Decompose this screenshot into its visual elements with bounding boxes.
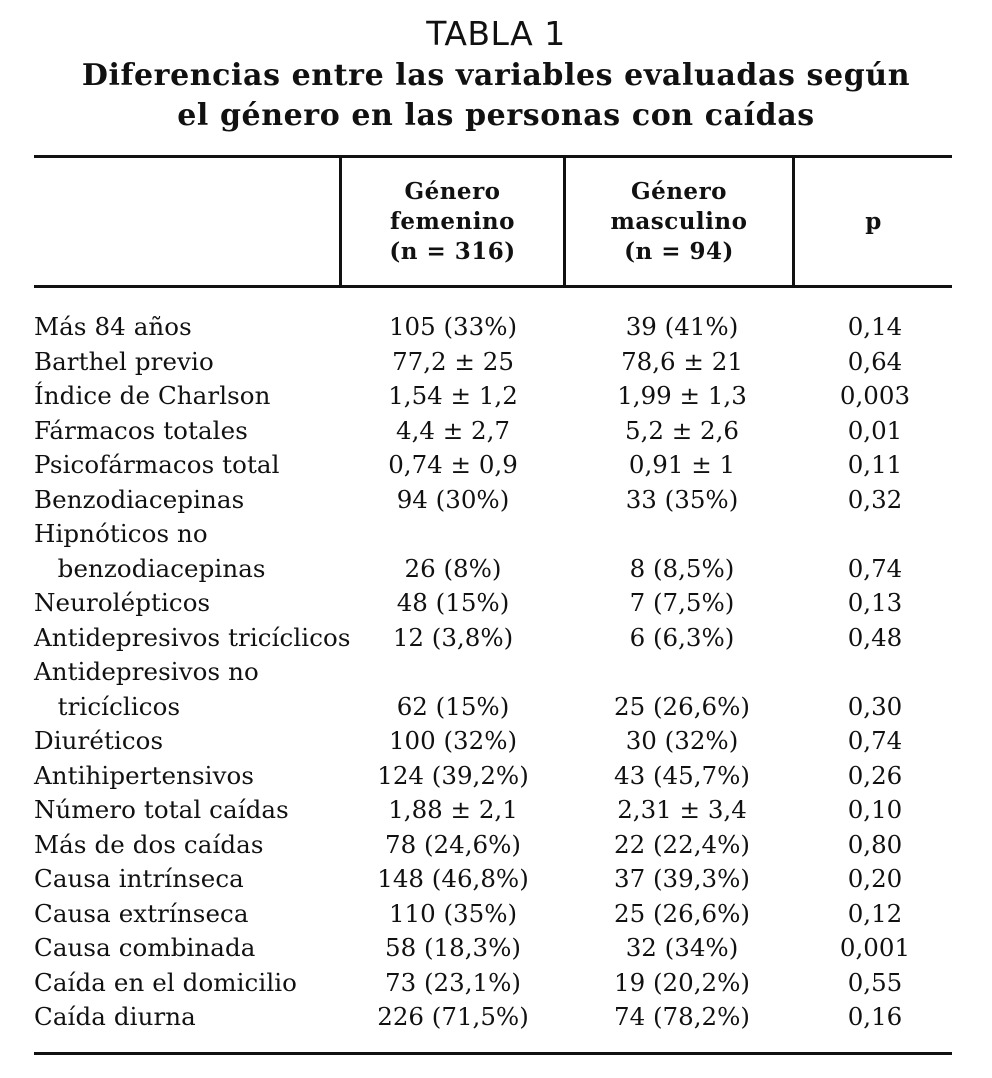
female-value: [340, 655, 566, 690]
male-value: [566, 655, 798, 690]
female-value: 110 (35%): [388, 898, 518, 928]
table-bottom-rule: [34, 1052, 952, 1055]
male-value: 1,99 ± 1,3: [617, 381, 747, 410]
table-row: [34, 1000, 952, 1035]
male-value: 19 (20,2%): [614, 967, 750, 997]
table-row: [34, 966, 952, 1001]
p-value: 0,01: [847, 415, 903, 445]
male-value: 39 (41%): [625, 312, 739, 341]
female-value: 1,88 ± 2,1: [388, 795, 518, 824]
female-value: 105 (33%): [388, 312, 518, 341]
female-value: 100 (32%): [388, 726, 518, 755]
table-row: [34, 655, 952, 690]
male-value: 43 (45,7%): [614, 760, 750, 790]
table-row: [34, 414, 952, 449]
male-value: 0,91 ± 1: [628, 450, 736, 479]
header-p: [795, 158, 952, 285]
row-label: Psicofármacos total: [34, 450, 280, 479]
male-value: 5,2 ± 2,6: [624, 415, 740, 445]
row-label: Benzodiacepinas: [34, 484, 245, 514]
male-value: 22 (22,4%): [614, 829, 750, 859]
table-row: [34, 310, 952, 345]
table-row: [34, 517, 952, 552]
male-value: 32 (34%): [625, 933, 739, 962]
table-row: [34, 552, 952, 587]
male-value: 6 (6,3%): [629, 622, 735, 652]
female-value: 48 (15%): [396, 588, 510, 617]
p-value: 0,74: [847, 553, 903, 583]
male-value: 74 (78,2%): [614, 1002, 750, 1031]
table-row: [34, 448, 952, 483]
female-value: 226 (71,5%): [377, 1002, 529, 1031]
female-value: 78 (24,6%): [385, 829, 521, 859]
table-row: [34, 621, 952, 656]
p-value: 0,10: [847, 795, 903, 824]
female-value: 124 (39,2%): [377, 760, 529, 790]
p-value: 0,64: [847, 346, 903, 376]
table-row: [34, 345, 952, 380]
header-male: [566, 158, 792, 285]
row-label: Antidepresivos no: [34, 657, 259, 686]
female-value: 62 (15%): [396, 691, 510, 721]
male-value: 33 (35%): [625, 484, 739, 514]
table-row: [34, 690, 952, 725]
p-value: 0,26: [847, 760, 903, 790]
table-body: [34, 310, 952, 1035]
row-label: Causa combinada: [34, 933, 256, 962]
female-value: 0,74 ± 0,9: [388, 450, 518, 479]
row-label: tricíclicos: [34, 691, 181, 721]
p-value: 0,20: [847, 864, 903, 893]
row-label: Diuréticos: [34, 726, 164, 755]
table-label: TABLA 1: [426, 14, 566, 53]
male-value: 8 (8,5%): [629, 553, 735, 583]
female-value: [340, 517, 566, 552]
row-label: Antidepresivos tricíclicos: [34, 622, 351, 652]
row-label: Causa intrínseca: [34, 864, 244, 893]
p-value: 0,14: [847, 312, 903, 341]
header-female-text: Género femenino (n = 316): [389, 177, 516, 265]
female-value: 26 (8%): [404, 553, 502, 583]
male-value: [566, 517, 798, 552]
row-label: Más de dos caídas: [34, 829, 264, 859]
row-label: Fármacos totales: [34, 415, 248, 445]
p-value: 0,80: [847, 829, 903, 859]
row-label: Caída diurna: [34, 1002, 196, 1031]
row-label: Hipnóticos no: [34, 519, 208, 548]
male-value: 7 (7,5%): [629, 588, 735, 617]
p-value: 0,003: [839, 381, 911, 410]
p-value: [798, 517, 952, 552]
p-value: 0,001: [839, 933, 911, 962]
row-label: Causa extrínseca: [34, 898, 249, 928]
male-value: 25 (26,6%): [614, 691, 750, 721]
p-value: 0,16: [847, 1002, 903, 1031]
table-row: [34, 483, 952, 518]
p-value: 0,55: [847, 967, 903, 997]
table-row: [34, 828, 952, 863]
male-value: 30 (32%): [625, 726, 739, 755]
table-row: [34, 379, 952, 414]
table-row: [34, 862, 952, 897]
female-value: 4,4 ± 2,7: [395, 415, 511, 445]
male-value: 37 (39,3%): [614, 864, 750, 893]
male-value: 78,6 ± 21: [621, 346, 743, 376]
male-value: 2,31 ± 3,4: [617, 795, 747, 824]
female-value: 148 (46,8%): [377, 864, 529, 893]
table-row: [34, 931, 952, 966]
female-value: 1,54 ± 1,2: [388, 381, 518, 410]
p-value: 0,12: [847, 898, 903, 928]
female-value: 73 (23,1%): [385, 967, 521, 997]
header-male-text: Género masculino (n = 94): [610, 177, 748, 265]
female-value: 58 (18,3%): [385, 933, 521, 962]
table-title-line-1: Diferencias entre las variables evaluadas según: [81, 58, 911, 93]
female-value: 77,2 ± 25: [392, 346, 514, 376]
p-value: [798, 655, 952, 690]
table-row: [34, 586, 952, 621]
male-value: 25 (26,6%): [614, 898, 750, 928]
header-p-text: p: [865, 207, 882, 235]
p-value: 0,32: [847, 484, 903, 514]
p-value: 0,48: [847, 622, 903, 652]
row-label: Índice de Charlson: [34, 381, 271, 410]
table-row: [34, 793, 952, 828]
row-label: Antihipertensivos: [34, 760, 255, 790]
row-label: benzodiacepinas: [34, 553, 266, 583]
row-label: Más 84 años: [34, 312, 192, 341]
header-bottom-rule: [34, 285, 952, 288]
row-label: Caída en el domicilio: [34, 967, 298, 997]
row-label: Número total caídas: [34, 795, 289, 824]
table-row: [34, 724, 952, 759]
row-label: Neurolépticos: [34, 588, 211, 617]
table-row: [34, 759, 952, 794]
p-value: 0,13: [847, 588, 903, 617]
header-female: [342, 158, 563, 285]
p-value: 0,30: [847, 691, 903, 721]
row-label: Barthel previo: [34, 346, 214, 376]
table-title-line-2: el género en las personas con caídas: [177, 98, 815, 133]
p-value: 0,74: [847, 726, 903, 755]
table-row: [34, 897, 952, 932]
female-value: 12 (3,8%): [392, 622, 514, 652]
female-value: 94 (30%): [396, 484, 510, 514]
p-value: 0,11: [847, 450, 903, 479]
